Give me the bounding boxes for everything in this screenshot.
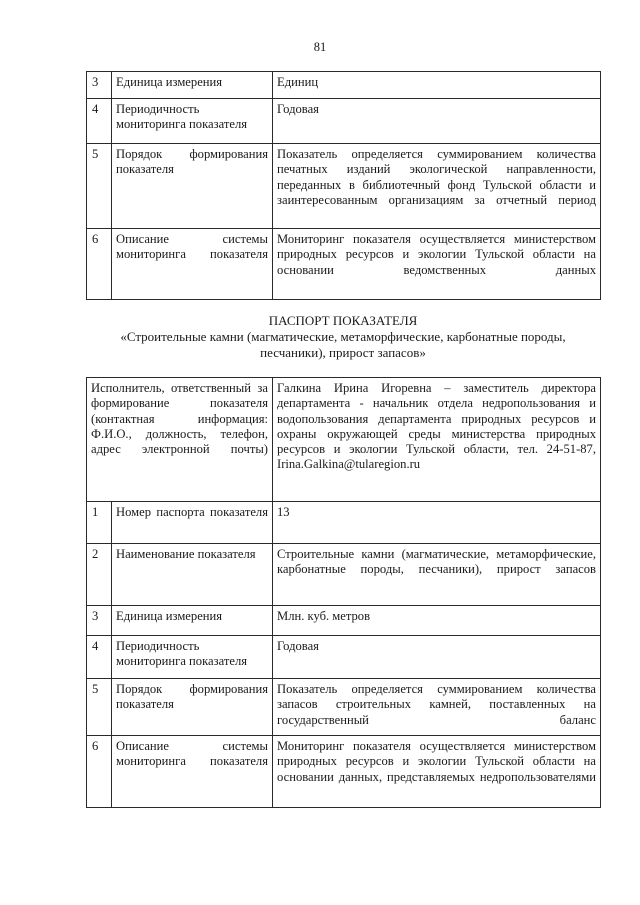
row-label: Порядок формирования показателя — [112, 144, 273, 229]
row-number: 5 — [87, 679, 112, 736]
row-label: Номер паспорта показателя — [112, 502, 273, 544]
row-label: Единица измерения — [112, 72, 273, 99]
row-number: 3 — [87, 606, 112, 636]
row-label: Периодичность мониторинга показателя — [112, 636, 273, 679]
table-row — [87, 679, 601, 736]
row-value: Единиц — [273, 72, 601, 99]
row-value: 13 — [273, 502, 601, 544]
row-value: Годовая — [273, 99, 601, 144]
page-number: 81 — [313, 40, 327, 54]
row-value: Годовая — [273, 636, 601, 679]
row-value: Показатель определяется суммированием количества печатных изданий экологической направленности, переданных в библиотечный фонд Тульской области и заинтересованным организациям за отчетный период — [273, 144, 601, 229]
table-row — [87, 99, 601, 144]
indicator-table-continued — [86, 71, 601, 300]
passport-heading — [86, 313, 600, 361]
row-number: 4 — [87, 99, 112, 144]
table-row — [87, 72, 601, 99]
row-label: Наименование показателя — [112, 544, 273, 606]
row-value: Показатель определяется суммированием количества запасов строительных камней, поставленных на государственный баланс — [273, 679, 601, 736]
row-number: 1 — [87, 502, 112, 544]
row-label: Описание системы мониторинга показателя — [112, 736, 273, 808]
table-row — [87, 502, 601, 544]
row-label: Порядок формирования показателя — [112, 679, 273, 736]
indicator-passport-table — [86, 377, 601, 808]
row-number: 6 — [87, 736, 112, 808]
row-value: Мониторинг показателя осуществляется министерством природных ресурсов и экологии Тульской области на основании ведомственных данных — [273, 229, 601, 300]
row-number: 6 — [87, 229, 112, 300]
table-row-header — [87, 378, 601, 502]
row-value: Строительные камни (магматические, метаморфические, карбонатные породы, песчаники), прирост запасов — [273, 544, 601, 606]
executor-label: Исполнитель, ответственный за формирование показателя (контактная информация: Ф.И.О., должность, телефон, адрес электронной почты) — [87, 378, 273, 502]
row-value: Мониторинг показателя осуществляется министерством природных ресурсов и экологии Тульской области на основании данных, представляемых недропользователями — [273, 736, 601, 808]
row-number: 5 — [87, 144, 112, 229]
row-label: Единица измерения — [112, 606, 273, 636]
row-number: 2 — [87, 544, 112, 606]
table-row — [87, 144, 601, 229]
row-number: 4 — [87, 636, 112, 679]
row-label: Периодичность мониторинга показателя — [112, 99, 273, 144]
table-row — [87, 229, 601, 300]
passport-subtitle: «Строительные камни (магматические, метаморфические, карбонатные породы, песчаники), прирост запасов» — [120, 329, 566, 360]
table-row — [87, 736, 601, 808]
row-label: Описание системы мониторинга показателя — [112, 229, 273, 300]
table-row — [87, 544, 601, 606]
table-row — [87, 606, 601, 636]
row-number: 3 — [87, 72, 112, 99]
row-value: Млн. куб. метров — [273, 606, 601, 636]
passport-title: ПАСПОРТ ПОКАЗАТЕЛЯ — [268, 313, 418, 328]
executor-value: Галкина Ирина Игоревна – заместитель директора департамента - начальник отдела недропользования и водопользования департамента природных ресурсов и охраны окружающей среды министерства природных ресурсов и экологии Тульской области, тел. 24-51-87, Irina.Galkina@tularegion.ru — [273, 378, 601, 502]
table-row — [87, 636, 601, 679]
